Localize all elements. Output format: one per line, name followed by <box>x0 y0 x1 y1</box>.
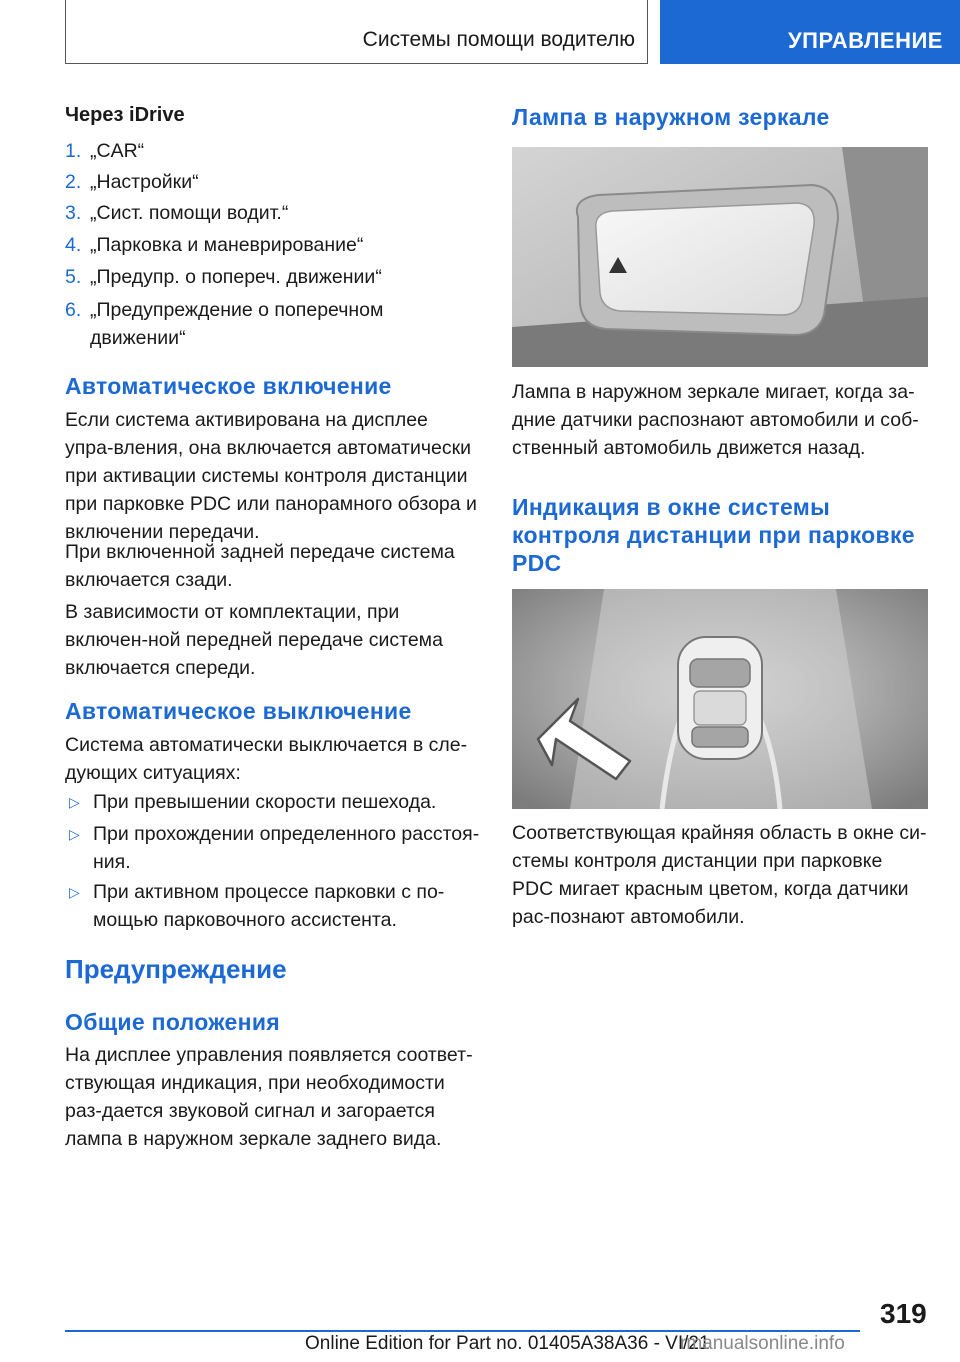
pdc-heading: Индикация в окне системы контроля дистанции при парковке PDC <box>512 494 915 576</box>
step-number: 4. <box>65 234 82 256</box>
step-number: 3. <box>65 202 82 224</box>
step-number: 2. <box>65 171 82 193</box>
section-title: Системы помощи водителю <box>362 28 635 51</box>
step-text: „Сист. помощи водит.“ <box>90 202 289 224</box>
triangle-bullet-icon: ▷ <box>69 826 80 842</box>
auto-on-paragraph-2: При включенной задней передаче система включается сзади. <box>65 541 455 591</box>
mirror-paragraph: Лампа в наружном зеркале мигает, когда за-дние датчики распознают автомобили и соб-ственный автомобиль движется назад. <box>512 381 919 459</box>
mirror-heading: Лампа в наружном зеркале <box>512 104 830 130</box>
chapter-title: УПРАВЛЕНИЕ <box>788 28 943 53</box>
auto-off-paragraph: Система автоматически выключается в сле-дующих ситуациях: <box>65 734 468 784</box>
watermark-text: rmanualsonline.info <box>680 1333 845 1354</box>
step-text: „CAR“ <box>90 140 145 162</box>
footer-divider <box>65 1330 860 1332</box>
step-text: „Парковка и маневрирование“ <box>90 234 364 256</box>
step-text: „Предупреждение о поперечном движении“ <box>90 299 384 349</box>
step-text: „Настройки“ <box>90 171 199 193</box>
triangle-bullet-icon: ▷ <box>69 794 80 810</box>
auto-on-paragraph-3: В зависимости от комплектации, при включен-ной передней передаче система включается спереди. <box>65 601 443 679</box>
step-number: 5. <box>65 266 82 288</box>
idrive-title: Через iDrive <box>65 104 185 126</box>
auto-off-heading: Автоматическое выключение <box>65 698 412 724</box>
car-icon <box>678 637 762 759</box>
warning-heading: Предупреждение <box>65 954 287 984</box>
page-number: 319 <box>880 1298 927 1329</box>
general-heading: Общие положения <box>65 1009 280 1035</box>
general-paragraph: На дисплее управления появляется соответ-ствующая индикация, при необходимости раз-дается звуковой сигнал и загорается лампа в наружном зеркале заднего вида. <box>65 1044 473 1150</box>
auto-on-heading: Автоматическое включение <box>65 373 392 399</box>
chapter-tab <box>660 0 960 64</box>
mirror-illustration <box>512 147 928 367</box>
triangle-bullet-icon: ▷ <box>69 884 80 900</box>
pdc-illustration <box>512 589 928 809</box>
pdc-paragraph: Соответствующая крайняя область в окне си-стемы контроля дистанции при парковке PDC мигает красным цветом, когда датчики рас-познают автомобили. <box>512 822 927 928</box>
edition-text: Online Edition for Part no. 01405A38A36 - VI/21 <box>305 1333 710 1354</box>
header-section-box <box>65 0 648 64</box>
step-number: 1. <box>65 140 82 162</box>
step-number: 6. <box>65 299 82 321</box>
step-text: „Предупр. о попереч. движении“ <box>90 266 382 288</box>
auto-on-paragraph-1: Если система активирована на дисплее упра-вления, она включается автоматически при активации системы контроля дистанции при парковке PDC или панорамного обзора и включении передачи. <box>65 409 477 543</box>
